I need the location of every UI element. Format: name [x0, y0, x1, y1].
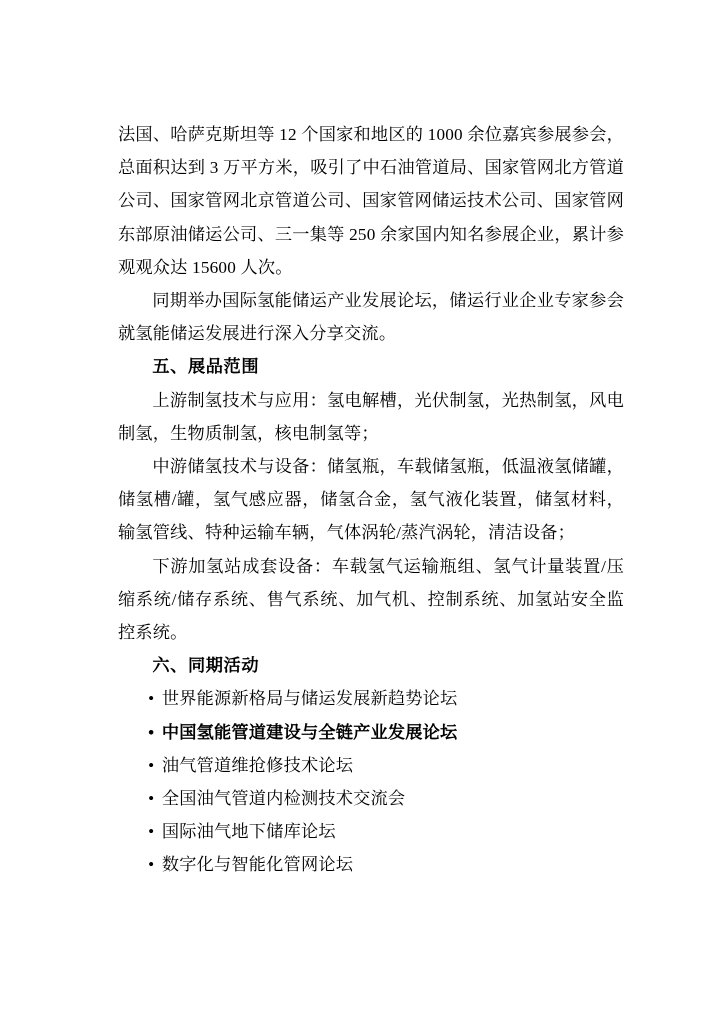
bullet-icon: •: [148, 689, 155, 709]
list-item: [118, 848, 624, 881]
list-item: [118, 682, 624, 715]
bullet-icon: •: [148, 722, 155, 742]
paragraph-midstream-hydrogen: 中游储氢技术与设备：储氢瓶，车载储氢瓶，低温液氢储罐，储氢槽/罐，氢气感应器，储氢合金，氢气液化装置，储氢材料，输氢管线、特种运输车辆，气体涡轮/蒸汽涡轮，清洁设备；: [118, 457, 624, 543]
list-item-label: 中国氢能管道建设与全链产业发展论坛: [161, 722, 458, 742]
list-item: [118, 716, 624, 749]
bullet-icon: •: [148, 822, 155, 842]
list-item-label: 世界能源新格局与储运发展新趋势论坛: [161, 689, 458, 709]
paragraph-exhibition-scale: 法国、哈萨克斯坦等 12 个国家和地区的 1000 余位嘉宾参展参会，总面积达到 3 万平方米，吸引了中石油管道局、国家管网北方管道公司、国家管网北京管道公司、国家管网储运技术公司、国家管网东部原油储运公司、三一集等 250 余家国内知名参展企业，累计参观观众达 15600 人次。: [118, 125, 624, 277]
paragraph-forum: 同期举办国际氢能储运产业发展论坛，储运行业企业专家参会就氢能储运发展进行深入分享交流。: [118, 291, 624, 344]
list-item-label: 国际油气地下储库论坛: [161, 822, 336, 842]
list-item-label: 全国油气管道内检测技术交流会: [161, 789, 406, 809]
list-item: [118, 782, 624, 815]
list-item-label: 数字化与智能化管网论坛: [161, 855, 354, 875]
bullet-icon: •: [148, 755, 155, 775]
list-item: [118, 815, 624, 848]
paragraph-upstream-hydrogen: 上游制氢技术与应用：氢电解槽，光伏制氢，光热制氢，风电制氢，生物质制氢，核电制氢等；: [118, 390, 624, 443]
bullet-icon: •: [148, 855, 155, 875]
list-item: [118, 749, 624, 782]
concurrent-events-list: [118, 682, 624, 881]
section-heading-exhibit-scope: 五、展品范围: [152, 357, 260, 377]
list-item-label: 油气管道维抢修技术论坛: [161, 755, 354, 775]
bullet-icon: •: [148, 789, 155, 809]
paragraph-downstream-hydrogen: 下游加氢站成套设备：车载氢气运输瓶组、氢气计量装置/压缩系统/储存系统、售气系统、加气机、控制系统、加氢站安全监控系统。: [118, 556, 624, 643]
document-body: [118, 118, 624, 882]
section-heading-concurrent-events: 六、同期活动: [152, 656, 260, 676]
